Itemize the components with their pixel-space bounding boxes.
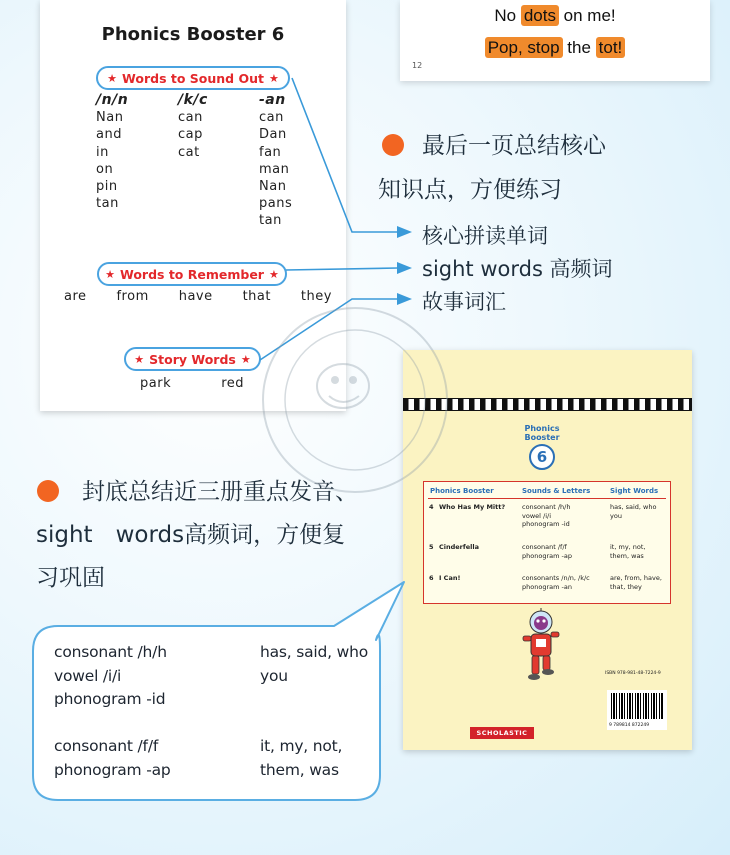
- summary-caption-line2: 知识点，方便练习: [378, 177, 562, 203]
- word: on: [96, 161, 114, 177]
- story-word: red: [221, 376, 244, 391]
- toc-line: them, was: [610, 551, 644, 560]
- word: tan: [96, 196, 119, 212]
- back-caption-line1: 封底总结近三册重点发音、: [82, 479, 358, 505]
- column-heading: /n/n: [96, 92, 129, 108]
- toc-line: it, my, not,: [610, 543, 646, 551]
- toc-line: consonants /n/n, /k/c: [522, 574, 590, 582]
- word: pans: [259, 196, 293, 212]
- word: Nan: [259, 179, 287, 195]
- bubble-line: phonogram -ap: [54, 760, 171, 779]
- page-number: 12: [412, 61, 423, 70]
- bubble-line: vowel /i/i: [54, 666, 122, 685]
- word: tan: [259, 213, 282, 229]
- toc-header: Sounds & Letters: [522, 487, 591, 495]
- toc-line: has, said, who: [610, 503, 657, 511]
- publisher-logo: SCHOLASTIC: [470, 727, 534, 739]
- page-title: Phonics Booster 6: [101, 24, 285, 45]
- toc-book-title: Cinderfella: [439, 543, 479, 551]
- word: Dan: [259, 127, 287, 143]
- toc-line: consonant /f/f: [522, 543, 567, 551]
- pill-label: Words to Sound Out: [122, 70, 264, 86]
- toc-line: that, they: [610, 582, 642, 591]
- toc-line: vowel /i/i: [522, 511, 552, 520]
- word: pin: [96, 179, 118, 195]
- summary-caption-line1: 最后一页总结核心: [422, 133, 606, 159]
- story-text: No: [494, 6, 521, 25]
- isbn-text: ISBN 978-981-48-7224-9: [605, 671, 661, 676]
- bubble-line: phonogram -id: [54, 690, 166, 708]
- toc-book-title: Who Has My Mitt?: [439, 503, 506, 511]
- bubble-sight-column: [260, 641, 368, 782]
- star-icon: ★: [268, 267, 279, 281]
- pill-label: Words to Remember: [120, 266, 264, 282]
- toc-line: phonogram -ap: [522, 551, 572, 560]
- bubble-line: consonant /f/f: [54, 737, 159, 755]
- word: fan: [259, 144, 282, 160]
- word: cat: [178, 144, 200, 160]
- series-number: 6: [529, 444, 555, 470]
- label-story-words: 故事词汇: [422, 290, 506, 314]
- sight-word: they: [300, 289, 332, 304]
- story-text: on me!: [558, 6, 616, 25]
- toc-book-number: 6: [429, 574, 434, 582]
- bubble-line: [260, 688, 368, 712]
- bubble-line: consonant /h/h: [54, 643, 167, 661]
- bubble-sounds-column: [54, 641, 171, 782]
- toc-line: phonogram -an: [522, 582, 572, 591]
- toc-book-title: I Can!: [439, 574, 461, 582]
- label-core-words: 核心拼读单词: [422, 224, 548, 248]
- sight-word: have: [178, 289, 213, 304]
- bubble-line: you: [260, 666, 288, 685]
- column-heading: -an: [259, 92, 286, 108]
- back-caption-line3: 习巩固: [36, 565, 105, 591]
- toc-header: Phonics Booster: [430, 487, 494, 495]
- word: Nan: [96, 110, 124, 126]
- toc-line: phonogram -id: [522, 520, 570, 528]
- pill-label: Story Words: [149, 351, 236, 367]
- story-text: the: [562, 38, 596, 57]
- bubble-line: has, said, who: [260, 643, 369, 661]
- series-title: Phonics Booster: [524, 424, 560, 442]
- barcode-number: 9 789814 872249: [609, 723, 650, 728]
- toc-book-number: 5: [429, 543, 434, 551]
- star-icon: ★: [240, 352, 251, 366]
- toc-line: you: [610, 511, 622, 520]
- toc-line: are, from, have,: [610, 574, 662, 582]
- toc-header: Sight Words: [610, 487, 659, 495]
- star-icon: ★: [105, 267, 115, 281]
- star-icon: ★: [107, 71, 118, 85]
- word: can: [259, 110, 284, 126]
- back-caption-line2: sight words高频词，方便复: [36, 522, 346, 548]
- sight-word: from: [116, 289, 149, 304]
- word: man: [259, 161, 290, 177]
- label-sight-words: sight words 高频词: [422, 257, 613, 281]
- highlighted-word: Pop, stop: [485, 37, 563, 58]
- word: can: [178, 110, 203, 126]
- bubble-line: it, my, not,: [260, 737, 343, 755]
- highlighted-word: tot!: [596, 37, 626, 58]
- star-icon: ★: [134, 352, 145, 366]
- story-word: park: [140, 376, 172, 391]
- word: cap: [178, 127, 203, 143]
- bubble-line: them, was: [260, 760, 339, 779]
- toc-line: consonant /h/h: [522, 503, 571, 511]
- bubble-line: [260, 712, 368, 736]
- star-icon: ★: [268, 71, 279, 85]
- column-heading: /k/c: [178, 92, 208, 108]
- sight-word: are: [64, 289, 87, 304]
- toc-book-number: 4: [429, 503, 434, 511]
- word: and: [96, 127, 122, 143]
- word: in: [96, 144, 109, 160]
- sight-word: that: [242, 289, 271, 304]
- bubble-line: [54, 712, 171, 736]
- highlighted-word: dots: [521, 5, 559, 26]
